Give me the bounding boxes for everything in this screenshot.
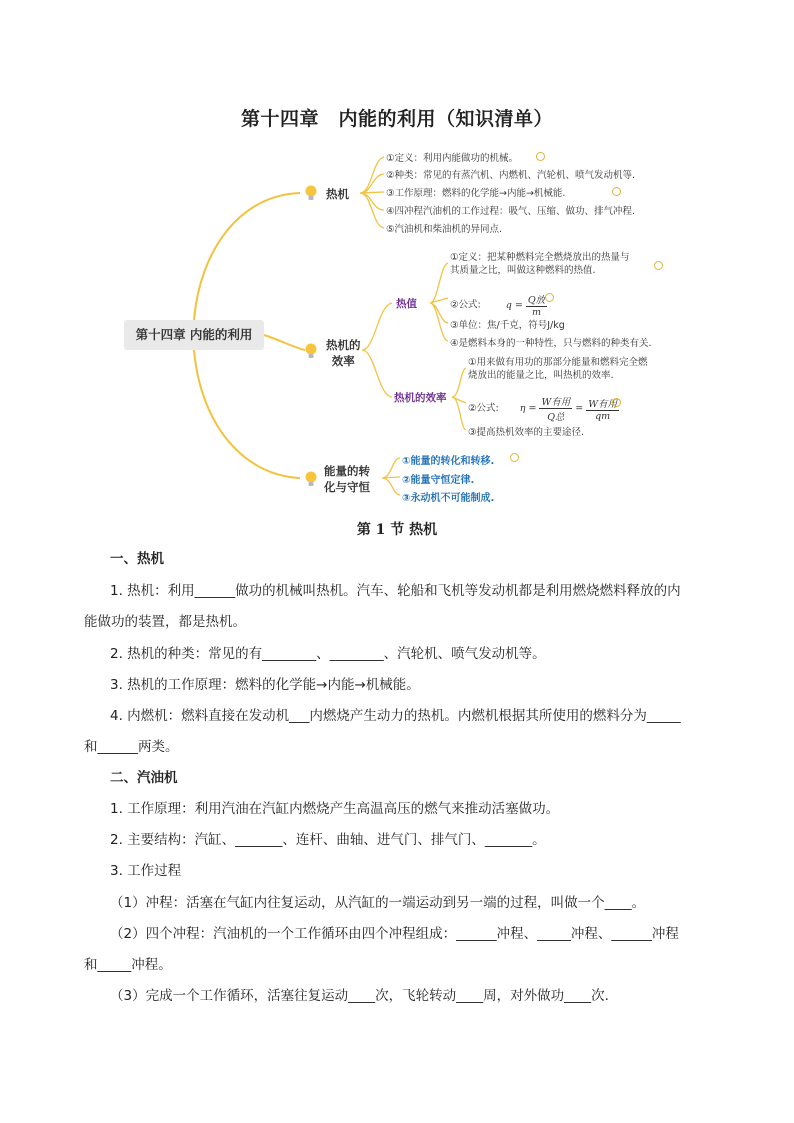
section-heading: 一、热机 <box>110 551 164 567</box>
leaf-item: ③工作原理：燃料的化学能→内能→机械能. <box>386 188 566 199</box>
leaf-item: ③提高热机效率的主要途径. <box>468 427 585 438</box>
sub-branch-engine-efficiency: 热机的效率 <box>394 392 447 404</box>
leaf-item: ①用来做有用功的那部分能量和燃料完全燃 烧放出的能量之比，叫热机的效率. <box>468 357 648 381</box>
paragraph: 2. 主要结构：汽缸、_______、连杆、曲轴、进气门、排气门、_______。 <box>110 832 546 848</box>
note-icon <box>510 453 519 462</box>
note-icon <box>536 152 545 161</box>
branch-energy: 能量的转 化与守恒 <box>324 464 370 494</box>
paragraph: 1. 工作原理：利用汽油在汽缸内燃烧产生高温高压的燃气来推动活塞做功。 <box>110 801 560 817</box>
note-icon <box>612 187 621 196</box>
paragraph: 4. 内燃机：燃料直接在发动机___内燃烧产生动力的热机。内燃机根据其所使用的燃料分为_____ <box>110 708 681 724</box>
paragraph: （3）完成一个工作循环，活塞往复运动____次，飞轮转动____周，对外做功____次. <box>110 988 609 1004</box>
leaf-item: ④四冲程汽油机的工作过程：吸气、压缩、做功、排气冲程. <box>386 206 636 217</box>
leaf-item: ①定义：利用内能做功的机械。 <box>386 153 519 164</box>
page-title: 第十四章 内能的利用（知识清单） <box>240 108 553 130</box>
connector-root-to-heat-engine <box>194 193 300 320</box>
leaf-item: ⑤汽油机和柴油机的异同点. <box>386 224 503 235</box>
lightbulb-icon <box>304 470 318 488</box>
bracket-heat-engine <box>360 157 384 228</box>
leaf-item: ③永动机不可能制成. <box>402 493 495 504</box>
paragraph: 能做功的装置，都是热机。 <box>84 614 246 630</box>
section-heading: 二、汽油机 <box>110 770 178 786</box>
leaf-item: ①定义：把某种燃料完全燃烧放出的热量与 其质量之比，叫做这种燃料的热值. <box>450 252 630 276</box>
formula-engine-efficiency: ②公式: η = $\frac{\text{W有用}}{\text{Q总}}$ = $\frac{\text{W有用}}{qm}$ <box>468 394 619 423</box>
bracket-heat-value <box>430 263 448 341</box>
branch-heat-engine: 热机 <box>326 187 349 201</box>
paragraph: 3. 工作过程 <box>110 863 182 879</box>
leaf-item: ④是燃料本身的一种特性，只与燃料的种类有关. <box>450 338 652 349</box>
formula-heat-value: ②公式: q = $\frac{\text{Q放}}{m}$ <box>450 292 547 318</box>
leaf-item: ③单位：焦/千克，符号J/kg <box>450 320 565 331</box>
sub-branch-heat-value: 热值 <box>396 298 417 310</box>
connector-root-to-energy <box>194 350 300 478</box>
leaf-item: ①能量的转化和转移. <box>402 456 495 467</box>
paragraph: 1. 热机：利用______做功的机械叫热机。汽车、轮船和飞机等发动机都是利用燃烧燃料释放的内 <box>110 583 681 599</box>
paragraph: 和_____冲程。 <box>84 957 172 973</box>
bracket-efficiency <box>362 303 392 397</box>
note-icon <box>612 398 621 407</box>
paragraph: 2. 热机的种类：常见的有________、________、汽轮机、喷气发动机等。 <box>110 646 546 662</box>
branch-efficiency: 热机的 效率 <box>326 338 361 368</box>
mindmap-root: 第十四章 内能的利用 <box>124 320 264 350</box>
note-icon <box>545 293 554 302</box>
section-title: 第 1 节 热机 <box>356 522 438 538</box>
paragraph: （1）冲程：活塞在气缸内往复运动，从汽缸的一端运动到另一端的过程，叫做一个____。 <box>110 895 646 911</box>
mindmap-connectors <box>0 0 794 520</box>
paragraph: 和______两类。 <box>84 739 179 755</box>
lightbulb-icon <box>304 342 318 360</box>
bracket-engine-efficiency <box>452 368 466 430</box>
connector-root-to-efficiency <box>264 335 305 350</box>
leaf-item: ②能量守恒定律. <box>402 475 475 486</box>
bracket-energy <box>382 458 400 495</box>
note-icon <box>654 261 663 270</box>
leaf-item: ②种类：常见的有蒸汽机、内燃机、汽轮机、喷气发动机等. <box>386 170 636 181</box>
paragraph: 3. 热机的工作原理：燃料的化学能→内能→机械能。 <box>110 677 420 693</box>
lightbulb-icon <box>304 184 318 202</box>
paragraph: （2）四个冲程：汽油机的一个工作循环由四个冲程组成：______冲程、_____冲程、______冲程 <box>110 926 679 942</box>
